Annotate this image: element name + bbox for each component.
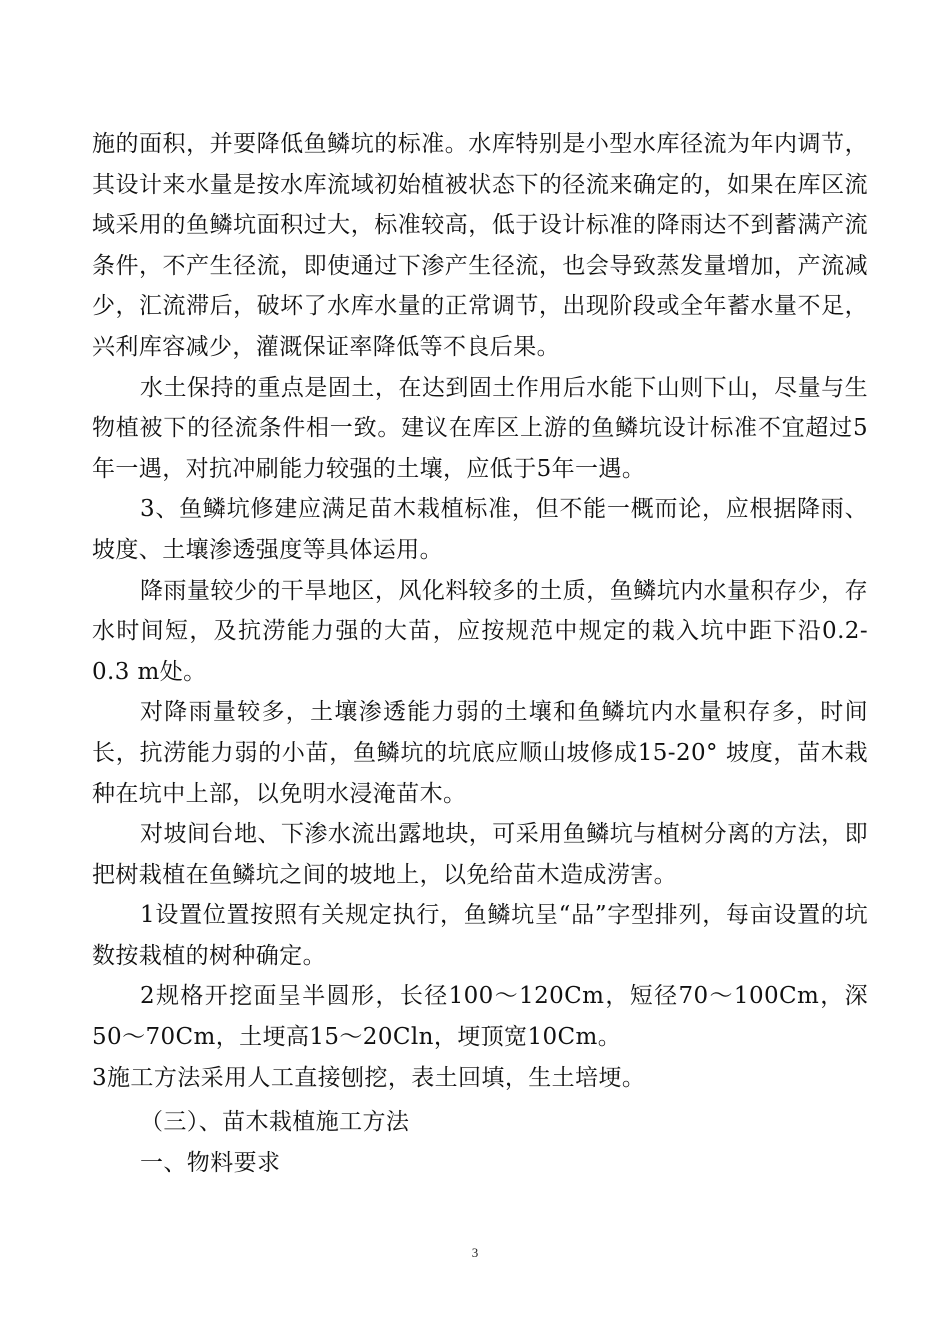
body-text bbox=[92, 124, 868, 1183]
section-heading-planting-methods: （三）、苗木栽植施工方法 bbox=[140, 1109, 410, 1136]
paragraph-item-1-position: 1设置位置按照有关规定执行，鱼鳞坑呈“品”字型排列，每亩设置的坑数按栽植的树种确定。 bbox=[92, 902, 868, 969]
paragraph-item-2-specification: 2规格开挖面呈半圆形，长径100～120Cm，短径70～100Cm，深50～70Cm，土埂高15～20Cln，埂顶宽10Cm。 bbox=[92, 983, 868, 1051]
paragraph-arid-regions: 降雨量较少的干旱地区，风化料较多的土质，鱼鳞坑内水量积存少，存水时间短，及抗涝能力强的大苗，应按规范中规定的栽入坑中距下沿0.2-0.3 m处。 bbox=[92, 577, 868, 685]
paragraph-slope-terrace: 对坡间台地、下渗水流出露地块，可采用鱼鳞坑与植树分离的方法，即把树栽植在鱼鳞坑之间的坡地上，以免给苗木造成涝害。 bbox=[92, 821, 868, 888]
paragraph-high-rainfall: 对降雨量较多，土壤渗透能力弱的土壤和鱼鳞坑内水量积存多，时间长，抗涝能力弱的小苗，鱼鳞坑的坑底应顺山坡修成15-20° 坡度，苗木栽种在坑中上部，以免明水浸淹苗木。 bbox=[92, 699, 868, 807]
paragraph-continuation: 施的面积，并要降低鱼鳞坑的标准。水库特别是小型水库径流为年内调节，其设计来水量是按水库流域初始植被状态下的径流来确定的，如果在库区流域采用的鱼鳞坑面积过大，标准较高，低于设计标准的降雨达不到蓄满产流条件，不产生径流，即使通过下渗产生径流，也会导致蒸发量增加，产流减少，汇流滞后，破坏了水库水量的正常调节，出现阶段或全年蓄水量不足，兴利库容减少，灌溉保证率降低等不良后果。 bbox=[92, 131, 868, 360]
paragraph-item-3-construction: 3施工方法采用人工直接刨挖，表土回填，生土培埂。 bbox=[92, 1064, 646, 1091]
paragraph-point-3: 3、鱼鳞坑修建应满足苗木栽植标准，但不能一概而论，应根据降雨、坡度、土壤渗透强度等具体运用。 bbox=[92, 496, 868, 563]
section-heading-material-requirements: 一、物料要求 bbox=[140, 1149, 281, 1176]
paragraph-soil-conservation: 水土保持的重点是固土，在达到固土作用后水能下山则下山，尽量与生物植被下的径流条件相一致。建议在库区上游的鱼鳞坑设计标准不宜超过5年一遇，对抗冲刷能力较强的土壤，应低于5年一遇。 bbox=[92, 374, 868, 482]
page-number: 3 bbox=[471, 1245, 479, 1260]
